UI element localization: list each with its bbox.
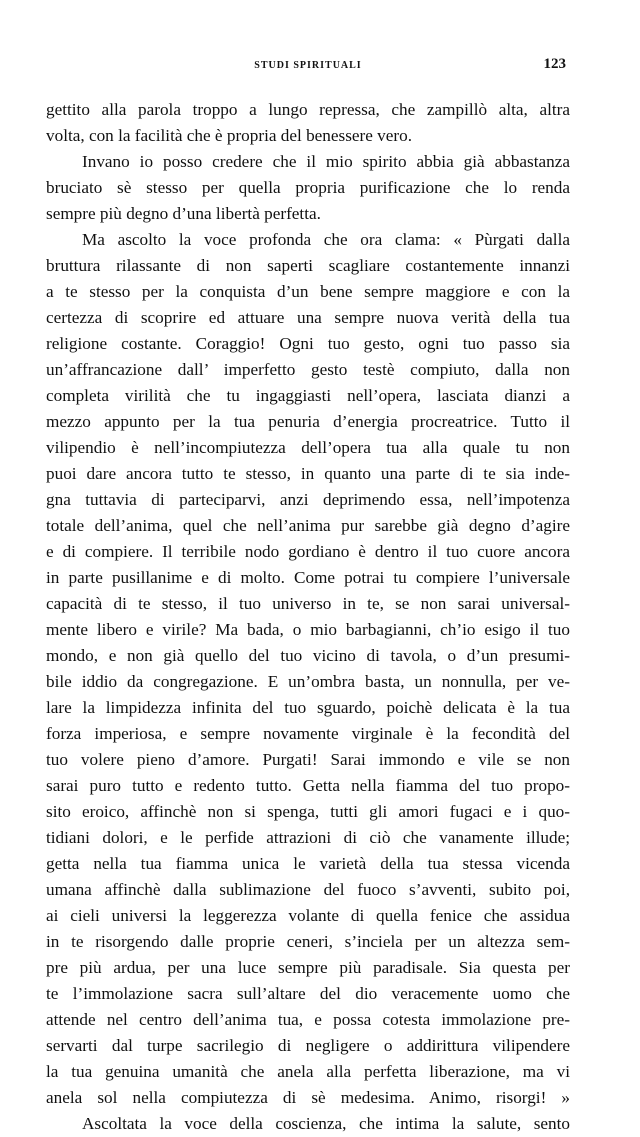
text-line: un’affrancazione dall’ imperfetto gesto testè compiuto, dalla non bbox=[46, 360, 570, 379]
text-line: getta nella tua fiamma unica le varietà della tua stessa vicenda bbox=[46, 854, 570, 873]
text-line: totale dell’anima, quel che nell’anima pur sarebbe già degno d’agire bbox=[46, 516, 570, 535]
text-line: la tua genuina umanità che anela alla perfetta liberazione, ma vi bbox=[46, 1062, 570, 1081]
text-line: sito eroico, affinchè non si spenga, tutti gli amori fugaci e i quo- bbox=[46, 802, 570, 821]
text-line: sarai puro tutto e redento tutto. Getta nella fiamma del tuo propo- bbox=[46, 776, 570, 795]
text-line: pre più ardua, per una luce sempre più paradisale. Sia questa per bbox=[46, 958, 570, 977]
text-line: religione costante. Coraggio! Ogni tuo gesto, ogni tuo passo sia bbox=[46, 334, 570, 353]
text-line: in te risorgendo dalle proprie ceneri, s’inciela per un altezza sem- bbox=[46, 932, 570, 951]
text-line: completa virilità che tu ingaggiasti nell’opera, lasciata dianzi a bbox=[46, 386, 570, 405]
text-line: certezza di scoprire ed attuare una sempre nuova verità della tua bbox=[46, 308, 570, 327]
text-line: lare la limpidezza infinita del tuo sguardo, poichè delicata è la tua bbox=[46, 698, 570, 717]
text-line: gna tuttavia di parteciparvi, anzi deprimendo essa, nell’impotenza bbox=[46, 490, 570, 509]
text-line: vilipendio è nell’incompiutezza dell’opera tua alla quale tu non bbox=[46, 438, 570, 457]
page-header bbox=[46, 56, 570, 82]
text-line: attende nel centro dell’anima tua, e possa cotesta immolazione pre- bbox=[46, 1010, 570, 1029]
text-line: ai cieli universi la leggerezza volante di quella fenice che assidua bbox=[46, 906, 570, 925]
text-line: bruttura rilassante di non saperti scagliare costantemente innanzi bbox=[46, 256, 570, 275]
text-line: Ascoltata la voce della coscienza, che intima la salute, sento bbox=[82, 1114, 570, 1133]
text-line: tidiani dolori, e le perfide attrazioni di ciò che vanamente illude; bbox=[46, 828, 570, 847]
text-line: sempre più degno d’una libertà perfetta. bbox=[46, 204, 321, 223]
text-line: anela sol nella compiutezza di sè medesima. Animo, risorgi! » bbox=[46, 1088, 570, 1107]
text-line: servarti dal turpe sacrilegio di negligere o addirittura vilipendere bbox=[46, 1036, 570, 1055]
text-line: volta, con la facilità che è propria del benessere vero. bbox=[46, 126, 413, 145]
text-line: a te stesso per la conquista d’un bene sempre maggiore e con la bbox=[46, 282, 570, 301]
text-line: capacità di te stesso, il tuo universo in te, se non sarai universal- bbox=[46, 594, 570, 613]
body-text bbox=[46, 97, 570, 1137]
text-line: mente libero e virile? Ma bada, o mio barbagianni, ch’io esigo il tuo bbox=[46, 620, 570, 639]
text-line: Ma ascolto la voce profonda che ora clama: « Pùrgati dalla bbox=[82, 230, 570, 249]
text-line: Invano io posso credere che il mio spirito abbia già abbastanza bbox=[82, 152, 570, 171]
text-line: puoi dare ancora tutto te stesso, in quanto una parte di te sia inde- bbox=[46, 464, 570, 483]
text-line: gettito alla parola troppo a lungo repressa, che zampillò alta, altra bbox=[46, 100, 570, 119]
text-line: e di compiere. Il terribile nodo gordiano è dentro il tuo cuore ancora bbox=[46, 542, 570, 561]
text-line: te l’immolazione sacra sull’altare del dio veracemente uomo che bbox=[46, 984, 570, 1003]
text-line: forza imperiosa, e sempre novamente virginale è la fecondità del bbox=[46, 724, 570, 743]
running-title: STUDI SPIRITUALI bbox=[254, 60, 362, 71]
text-line: mondo, e non già quello del tuo vicino di tavola, o d’un presumi- bbox=[46, 646, 570, 665]
text-line: bruciato sè stesso per quella propria purificazione che lo renda bbox=[46, 178, 570, 197]
text-line: bile iddio da congregazione. E un’ombra basta, un nonnulla, per ve- bbox=[46, 672, 570, 691]
page-number: 123 bbox=[543, 56, 566, 72]
text-line: in parte pusillanime e di molto. Come potrai tu compiere l’universale bbox=[46, 568, 570, 587]
text-line: tuo volere pieno d’amore. Purgati! Sarai immondo e vile se non bbox=[46, 750, 570, 769]
text-line: mezzo appunto per la tua penuria d’energia procreatrice. Tutto il bbox=[46, 412, 570, 431]
text-line: umana affinchè dalla sublimazione del fuoco s’avventi, subito poi, bbox=[46, 880, 570, 899]
